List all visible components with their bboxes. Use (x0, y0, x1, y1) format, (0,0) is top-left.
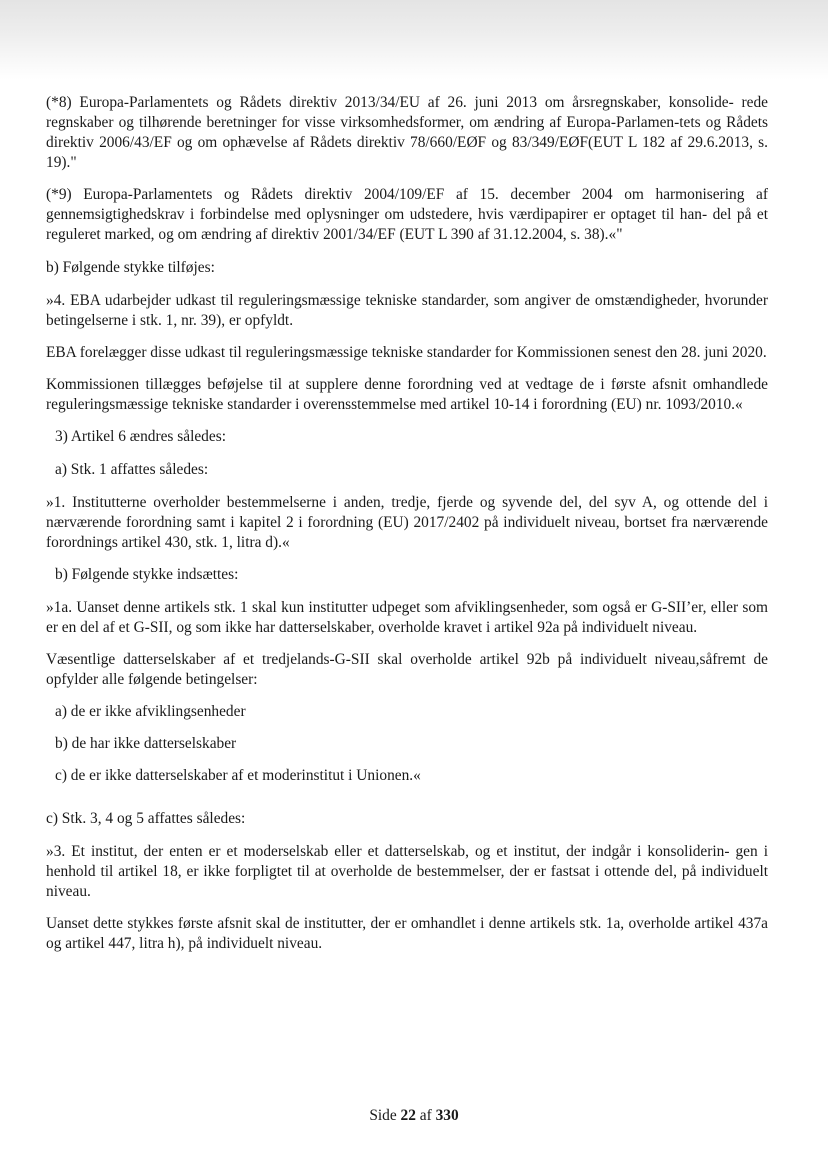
paragraph-commission-powers: Kommissionen tillægges beføjelse til at supplere denne forordning ved at vedtage de i første afsnit omhandlede reguleringsmæssige tekniske standarder i overensstemmelse med artikel 10-14 i forordning (EU) nr. 1093/2010.« (46, 376, 768, 413)
condition-a: a) de er ikke afviklingsenheder (55, 703, 246, 720)
paragraph-eba-deadline: EBA forelægger disse udkast til reguleringsmæssige tekniske standarder for Kommissionen senest den 28. juni 2020. (46, 344, 767, 361)
article-6-heading: 3) Artikel 6 ændres således: (55, 428, 226, 445)
stk-insert-heading: b) Følgende stykke indsættes: (55, 566, 239, 583)
paragraph-exemption: Uanset dette stykkes første afsnit skal de institutter, der er omhandlet i denne artikels stk. 1a, overholde artikel 437a og artikel 447, litra h), på individuelt niveau. (46, 915, 768, 952)
paragraph-stk-4: »4. EBA udarbejder udkast til reguleringsmæssige tekniske standarder, som angiver de omstændigheder, hvorunder betingelserne i stk. 1, nr. 39), er opfyldt. (46, 292, 768, 329)
paragraph-stk-1: »1. Institutterne overholder bestemmelserne i anden, tredje, fjerde og syvende del, del syv A, og ottende del i nærværende forordning samt i kapitel 2 i forordning (EU) 2017/2402 på individuelt niveau, bortset fra nærværende forordnings artikel 430, stk. 1, litra d).« (46, 494, 768, 551)
footer-prefix: Side (369, 1107, 401, 1124)
current-page-number: 22 (400, 1107, 416, 1124)
document-body (46, 93, 768, 954)
scan-edge-shadow (0, 0, 828, 80)
footnote-9: (*9) Europa-Parlamentets og Rådets direktiv 2004/109/EF af 15. december 2004 om harmonisering af gennemsigtighedskrav i forbindelse med oplysninger om udstedere, hvis værdipapirer er optaget til han- del på et reguleret marked, og om ændring af direktiv 2001/34/EF (EUT L 390 af 31.12.2004, s. 38).«" (46, 186, 768, 243)
footer-middle: af (415, 1107, 436, 1124)
paragraph-subsidiaries: Væsentlige datterselskaber af et tredjelands-G-SII skal overholde artikel 92b på individuelt niveau,såfremt de opfylder alle følgende betingelser: (46, 651, 768, 688)
condition-c: c) de er ikke datterselskaber af et moderinstitut i Unionen.« (55, 767, 421, 784)
total-page-count: 330 (435, 1107, 459, 1124)
page-footer (0, 1106, 828, 1126)
footnote-8: (*8) Europa-Parlamentets og Rådets direktiv 2013/34/EU af 26. juni 2013 om årsregnskaber, konsolide- rede regnskaber og tilhørende beretninger for visse virksomhedsformer, om ændring af Europa-Parlamen-tets og Rådets direktiv 2006/43/EF og om ophævelse af Rådets direktiv 78/660/EØF og 83/349/EØF(EUT L 182 af 29.6.2013, s. 19)." (46, 94, 768, 171)
stk-3-5-heading: c) Stk. 3, 4 og 5 affattes således: (46, 810, 246, 827)
condition-b: b) de har ikke datterselskaber (55, 735, 237, 752)
amendment-b-heading: b) Følgende stykke tilføjes: (46, 259, 215, 276)
paragraph-stk-1a: »1a. Uanset denne artikels stk. 1 skal kun institutter udpeget som afviklingsenheder, som også er G-SII’er, eller som er en del af et G-SII, og som ikke har datterselskaber, overholde kravet i artikel 92a på individuelt niveau. (46, 599, 768, 636)
stk-1-heading: a) Stk. 1 affattes således: (55, 461, 209, 478)
paragraph-stk-3: »3. Et institut, der enten er et moderselskab eller et datterselskab, og et institut, der indgår i konsoliderin- gen i henhold til artikel 18, er ikke forpligtet til at overholde de bestemmelser, der er fastsat i ottende del, på individuelt niveau. (46, 843, 768, 900)
